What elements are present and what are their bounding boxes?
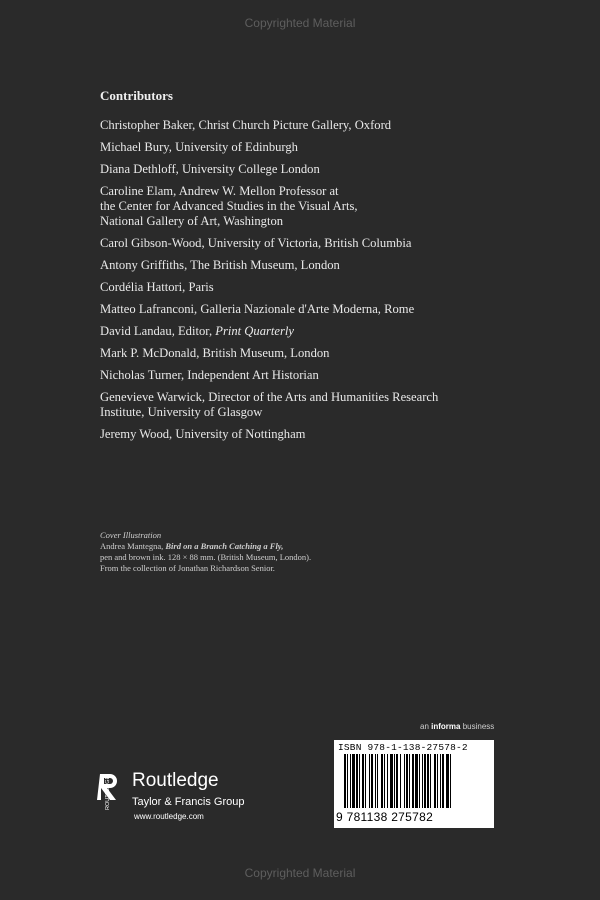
barcode-bar	[422, 754, 423, 808]
contributor-item	[100, 368, 500, 383]
barcode-bar	[427, 754, 429, 808]
barcode-bar	[394, 754, 395, 808]
watermark-top: Copyrighted Material	[244, 16, 356, 30]
barcode-bar	[446, 754, 449, 808]
contributor-item	[100, 118, 500, 133]
contributor-line: Institute, University of Glasgow	[100, 405, 263, 419]
barcode-bar	[362, 754, 364, 808]
contributor-item	[100, 302, 500, 317]
cover-credit-line-2: pen and brown ink. 128 × 88 mm. (British Museum, London).	[100, 552, 312, 562]
contributor-item	[100, 236, 500, 251]
publisher-block	[96, 772, 266, 828]
barcode-bar	[434, 754, 436, 808]
barcode-bar	[347, 754, 348, 808]
routledge-logo-icon	[96, 772, 122, 816]
barcode-bar	[352, 754, 355, 808]
barcode-bar	[381, 754, 383, 808]
contributor-line: Genevieve Warwick, Director of the Arts and Humanities Research	[100, 390, 439, 404]
barcode-bar	[409, 754, 410, 808]
contributors-heading: Contributors	[100, 88, 173, 103]
publisher-group: Taylor & Francis Group	[132, 796, 245, 808]
barcode-bar	[450, 754, 451, 808]
barcode-bar	[365, 754, 366, 808]
informa-business-label	[420, 722, 494, 731]
barcode-bar	[356, 754, 358, 808]
barcode-bar	[375, 754, 376, 808]
contributor-line: Michael Bury, University of Edinburgh	[100, 140, 298, 154]
watermark-bottom: Copyrighted Material	[244, 866, 356, 880]
contributor-item	[100, 346, 500, 361]
barcode-bar	[377, 754, 378, 808]
barcode-number: 9 781138 275782	[336, 810, 434, 824]
barcode-bar	[384, 754, 385, 808]
cover-credit-artist: Andrea Mantegna,	[100, 541, 166, 551]
barcode-bar	[412, 754, 414, 808]
barcode-bar	[390, 754, 393, 808]
barcode-bar	[400, 754, 401, 808]
barcode-bar	[404, 754, 405, 808]
cover-credit-line-3: From the collection of Jonathan Richardson Senior.	[100, 563, 275, 573]
contributor-item	[100, 258, 500, 273]
contributor-line: National Gallery of Art, Washington	[100, 214, 284, 228]
barcode-bar	[350, 754, 351, 808]
contributor-line: Christopher Baker, Christ Church Picture Gallery, Oxford	[100, 118, 392, 132]
cover-credit-work: Bird on a Branch Catching a Fly,	[165, 541, 284, 551]
contributor-item	[100, 184, 500, 229]
barcode-bar	[424, 754, 426, 808]
contributor-item	[100, 280, 500, 295]
barcode-bar	[371, 754, 373, 808]
contributor-line: Carol Gibson-Wood, University of Victoria, British Columbia	[100, 236, 412, 250]
contributor-line: the Center for Advanced Studies in the Visual Arts,	[100, 199, 358, 213]
contributor-line: Cordélia Hattori, Paris	[100, 280, 214, 294]
contributor-line: Jeremy Wood, University of Nottingham	[100, 427, 306, 441]
barcode-bar	[387, 754, 388, 808]
contributor-publication: Print Quarterly	[215, 324, 294, 338]
contributor-item	[100, 390, 500, 420]
contributor-item	[100, 324, 500, 339]
barcode-bar	[344, 754, 346, 808]
contributors-list	[100, 118, 500, 442]
contributor-item	[100, 162, 500, 177]
contributor-line: Antony Griffiths, The British Museum, London	[100, 258, 340, 272]
cover-credit-line-1	[100, 541, 430, 552]
barcode-bar	[419, 754, 420, 808]
contributor-line: Mark P. McDonald, British Museum, London	[100, 346, 330, 360]
barcode-bar	[396, 754, 398, 808]
isbn-text: ISBN 978-1-138-27578-2	[338, 742, 468, 753]
contributor-item	[100, 427, 500, 442]
publisher-name: Routledge	[132, 770, 219, 791]
contributor-line: Diana Dethloff, University College London	[100, 162, 320, 176]
barcode-bar	[406, 754, 408, 808]
contributor-line: Matteo Lafranconi, Galleria Nazionale d'Arte Moderna, Rome	[100, 302, 415, 316]
logo-wordmark: ROUTLEDGE	[105, 775, 111, 810]
barcode-bar	[437, 754, 438, 808]
contributor-item	[100, 140, 500, 155]
barcode-bar	[369, 754, 370, 808]
barcode-bar	[440, 754, 441, 808]
contributors-section	[100, 88, 500, 449]
cover-illustration-credit	[100, 530, 430, 574]
contributor-line: Nicholas Turner, Independent Art Historian	[100, 368, 319, 382]
isbn-barcode	[334, 740, 494, 828]
informa-suffix: business	[460, 722, 495, 731]
cover-credit-title: Cover Illustration	[100, 530, 162, 540]
publisher-url: www.routledge.com	[134, 812, 204, 821]
barcode-bars	[344, 754, 484, 808]
barcode-bar	[430, 754, 431, 808]
barcode-bar	[415, 754, 418, 808]
contributor-line: Caroline Elam, Andrew W. Mellon Professor at	[100, 184, 339, 198]
barcode-bar	[442, 754, 444, 808]
contributor-line: David Landau, Editor,	[100, 324, 216, 338]
informa-brand: informa	[431, 722, 461, 731]
barcode-bar	[359, 754, 360, 808]
informa-prefix: an	[420, 722, 432, 731]
